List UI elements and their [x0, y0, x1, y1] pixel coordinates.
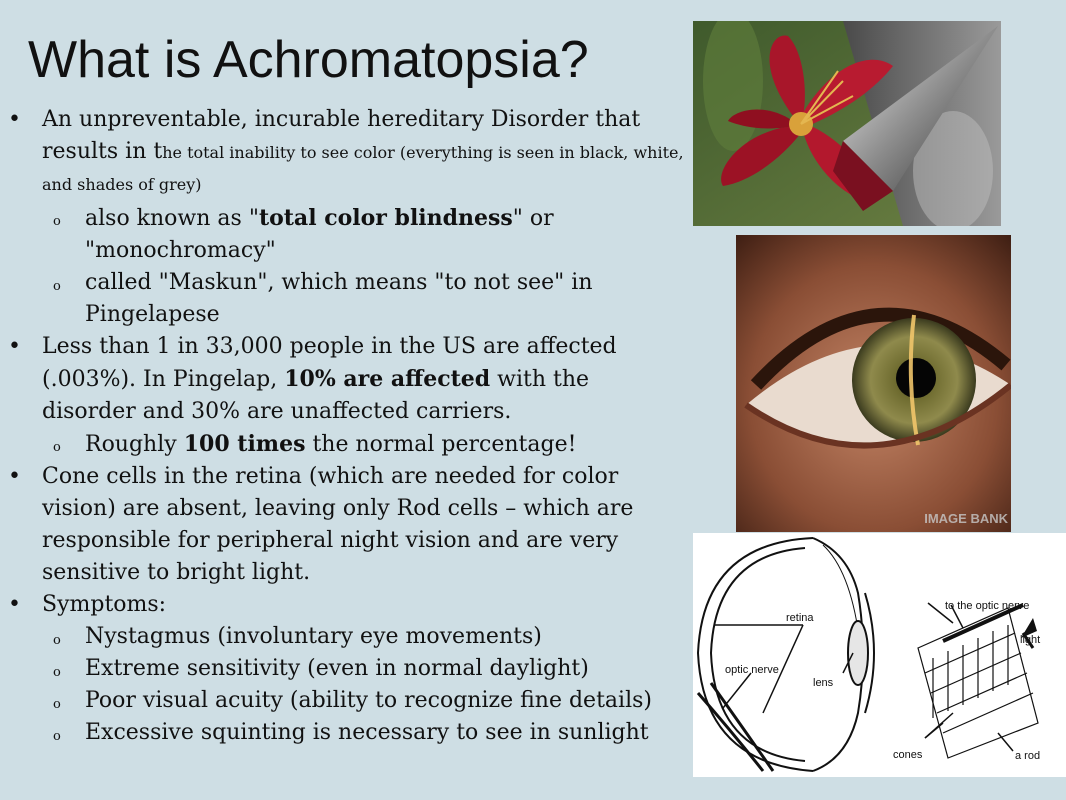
sub-bullet-acuity: o Poor visual acuity (ability to recognize fine details) [8, 685, 684, 717]
bullet-definition [8, 104, 684, 200]
sub-bullet-nystagmus: o Nystagmus (involuntary eye movements) [8, 621, 684, 653]
slide-title: What is Achromatopsia? [28, 31, 589, 89]
label-to-optic-nerve: to the optic nerve [945, 600, 1030, 612]
sub-bullet-squinting: o Excessive squinting is necessary to see in sunlight [8, 717, 684, 749]
sub-bullet-sensitivity: o Extreme sensitivity (even in normal daylight) [8, 653, 684, 685]
bullet-cone-cells: • Cone cells in the retina (which are needed for color vision) are absent, leaving only Rod cells – which are responsible for peripheral night vision and are very sensitive to bright light. [8, 461, 684, 589]
eye-photo [736, 235, 1011, 532]
bold-term: 100 times [183, 431, 306, 457]
bold-term: 10% are affected [284, 366, 491, 392]
bold-term: total color blindness [258, 205, 513, 231]
eyeball-drawing [698, 538, 874, 771]
bullet-list [8, 104, 684, 749]
retina-cells-drawing [918, 605, 1041, 758]
sub-bullet-roughly: o Roughly 100 times the normal percentage! [8, 428, 684, 461]
label-cones: cones [893, 749, 923, 761]
eye-anatomy-diagram [693, 533, 1066, 777]
label-optic-nerve: optic nerve [725, 664, 779, 676]
label-light: light [1020, 634, 1041, 646]
label-retina: retina [786, 612, 814, 624]
bullet-definition-small-text: he total inability to see color (everything is seen in black, white, and shades of grey) [42, 143, 684, 194]
sub-bullet-also-known: o also known as "total color blindness" or "monochromacy" [8, 202, 684, 267]
sub-bullet-maskun: o called "Maskun", which means "to not see" in Pingelapese [8, 267, 684, 331]
watermark-text: IMAGE BANK [924, 511, 1008, 526]
bullet-symptoms: • Symptoms: [8, 589, 684, 621]
label-lens: lens [813, 677, 834, 689]
flower-image [693, 21, 1001, 226]
bullet-definition-text: An unpreventable, incurable hereditary Disorder that results in t [42, 107, 641, 164]
bullet-prevalence: • Less than 1 in 33,000 people in the US are affected (.003%). In Pingelap, 10% are affected with the disorder and 30% are unaffected carriers. [8, 331, 684, 428]
pupil [896, 358, 936, 398]
label-a-rod: a rod [1015, 750, 1041, 762]
